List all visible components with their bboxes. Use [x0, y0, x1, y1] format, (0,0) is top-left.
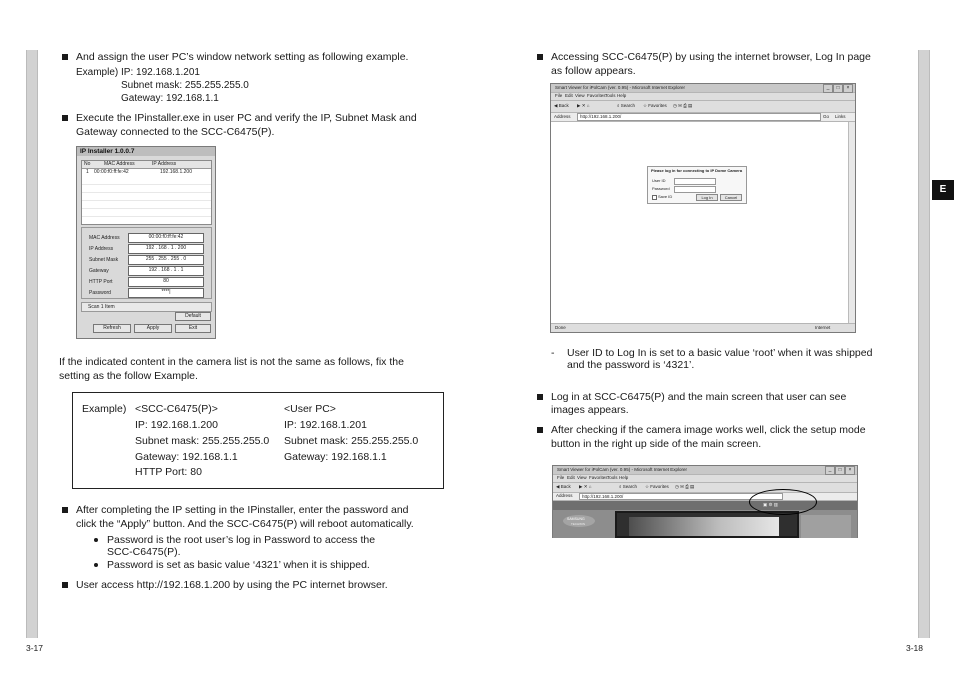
address-bar: Address http://192.168.1.200/ Go Links [551, 113, 855, 122]
close-icon[interactable]: × [845, 466, 855, 475]
bullet-icon [537, 54, 543, 60]
gateway-field[interactable]: 192 . 168 . 1 . 1 [128, 266, 204, 276]
bullet-text: Accessing SCC-C6475(P) by using the internet browser, Log In page [551, 51, 871, 63]
login-dialog: Please log in for connecting to IP Dome Camera User ID Password Save ID Log In Cancel [647, 166, 747, 204]
field-label: MAC Address [89, 235, 120, 241]
column-header: IP Address [152, 161, 177, 167]
minimize-icon[interactable]: _ [823, 84, 833, 93]
left-page-edge [26, 50, 38, 638]
favorites-button[interactable]: ☆ Favorites [643, 103, 667, 108]
menu-item[interactable]: Tools [607, 475, 618, 480]
bullet-icon [62, 115, 68, 121]
bullet-icon [62, 507, 68, 513]
minimize-icon[interactable]: _ [825, 466, 835, 475]
bullet-text: Gateway connected to the SCC-C6475(P). [76, 126, 275, 138]
right-page-edge [918, 50, 930, 638]
menu-item[interactable]: Edit [565, 93, 573, 98]
menu-item[interactable]: Help [617, 93, 627, 98]
note-text: and the password is ‘4321’. [567, 359, 695, 371]
bullet-text: images appears. [551, 404, 629, 416]
menu-item[interactable]: Help [619, 475, 629, 480]
search-button[interactable]: ⌕ Search [619, 484, 638, 489]
bullet-text: button in the right up side of the main screen. [551, 438, 762, 450]
camera-video-view [615, 511, 799, 538]
camera-list[interactable] [81, 160, 212, 225]
bullet-text: And assign the user PC’s window network setting as following example. [76, 51, 409, 63]
menu-item[interactable]: View [577, 475, 587, 480]
browser-status-bar: Done Internet [551, 323, 855, 332]
close-icon[interactable]: × [843, 84, 853, 93]
address-input[interactable]: http://192.168.1.200/ [579, 493, 783, 500]
menu-item[interactable]: Favorites [589, 475, 608, 480]
toolbar [553, 483, 857, 493]
save-id-checkbox[interactable] [652, 195, 657, 200]
default-button[interactable]: Default [175, 312, 211, 321]
password-field[interactable]: ****| [128, 288, 204, 298]
links-button[interactable]: Links [835, 114, 846, 119]
bullet-text: After completing the IP setting in the IPinstaller, enter the password and [76, 504, 409, 516]
menu-item[interactable]: Edit [567, 475, 575, 480]
back-button[interactable]: ◀ Back [556, 484, 571, 489]
bullet-text: After checking if the camera image works well, click the setup mode [551, 424, 866, 436]
bullet-text: User access http://192.168.1.200 by using the PC internet browser. [76, 579, 388, 591]
browser-title-bar: Smart Viewer for iPolCam (ver. 0.95) - Microsoft Internet Explorer _ □ × [553, 466, 857, 475]
field-label: HTTP Port [89, 279, 113, 285]
example-line: Example) IP: 192.168.1.201 [76, 67, 200, 78]
settings-group [81, 227, 212, 299]
dash-mark: - [551, 347, 555, 359]
forward-icon[interactable]: ▶ ✕ ⌂ [579, 484, 592, 489]
menu-item[interactable]: File [555, 93, 563, 98]
exit-button[interactable]: Exit [175, 324, 211, 333]
menu-item[interactable]: File [557, 475, 565, 480]
example-box: Example) <SCC-C6475(P)> IP: 192.168.1.200 Subnet mask: 255.255.255.0 Gateway: 192.168.1.1 HTTP Port: 80 <User PC> IP: 192.168.1.201 Subnet mask: 255.255.255.0 Gateway: 192.168.1.1 [72, 392, 444, 489]
toolbar [551, 101, 855, 113]
maximize-icon[interactable]: □ [833, 84, 843, 93]
window-title: IP Installer 1.0.0.7 [77, 147, 215, 156]
subnet-mask-field[interactable]: 255 . 255 . 255 . 0 [128, 255, 204, 265]
apply-button[interactable]: Apply [134, 324, 172, 333]
address-bar: Address http://192.168.1.200/ [553, 493, 857, 501]
list-header [82, 161, 211, 169]
ip-address-field[interactable]: 192 . 168 . 1 . 200 [128, 244, 204, 254]
page-number: 3-17 [26, 643, 44, 653]
note-text: User ID to Log In is set to a basic value ‘root’ when it was shipped [567, 347, 873, 359]
scrollbar[interactable] [848, 122, 855, 323]
toolbar-icons[interactable]: ◷ ✉ ⎙ ▤ [675, 484, 695, 489]
password-input[interactable] [674, 186, 716, 193]
address-input[interactable]: http://192.168.1.200/ [577, 113, 821, 121]
example-line: Subnet mask: 255.255.255.0 [121, 80, 249, 91]
control-panel [801, 515, 851, 538]
field-label: Password [89, 290, 111, 296]
bullet-icon [537, 394, 543, 400]
bullet-text: Log in at SCC-C6475(P) and the main screen that user can see [551, 391, 847, 403]
refresh-button[interactable]: Refresh [93, 324, 131, 333]
bullet-text: Execute the IPinstaller.exe in user PC and verify the IP, Subnet Mask and [76, 112, 417, 124]
menu-item[interactable]: Tools [605, 93, 616, 98]
search-button[interactable]: ⌕ Search [617, 103, 636, 108]
field-label: IP Address [89, 246, 114, 252]
paragraph: If the indicated content in the camera list is not the same as follows, fix the [59, 356, 404, 368]
example-label: Example) [82, 403, 127, 415]
page-number: 3-18 [906, 643, 924, 653]
field-label: Subnet Mask [89, 257, 119, 263]
setup-highlight-ellipse [749, 489, 817, 515]
section-tab-e: E [932, 180, 954, 200]
paragraph: setting as the follow Example. [59, 370, 198, 382]
sub-bullet-icon [94, 538, 98, 542]
bullet-icon [62, 54, 68, 60]
sub-bullet-icon [94, 563, 98, 567]
browser-title-bar: Smart Viewer for iPolCam (ver. 0.95) - Microsoft Internet Explorer _ □ × [551, 84, 855, 93]
bullet-text: as follow appears. [551, 65, 636, 77]
table-row[interactable]: 1 00:00:f0:ff:fe:42 192.168.1.200 [86, 169, 192, 175]
mac-address-field: 00:00:f0:ff:fe:42 [128, 233, 204, 243]
back-button[interactable]: ◀ Back [554, 103, 569, 108]
bullet-icon [62, 582, 68, 588]
http-port-field[interactable]: 80 [128, 277, 204, 287]
menu-bar [551, 93, 855, 101]
status-bar: Scan 1 Item [81, 302, 212, 312]
example-line: Gateway: 192.168.1.1 [121, 93, 219, 104]
ip-installer-window [76, 146, 216, 339]
bullet-icon [537, 427, 543, 433]
favorites-button[interactable]: ☆ Favorites [645, 484, 669, 489]
user-id-input[interactable] [674, 178, 716, 185]
bullet-text: click the “Apply” button. And the SCC-C6475(P) will reboot automatically. [76, 518, 414, 530]
forward-icon[interactable]: ▶ ✕ ⌂ [577, 103, 590, 108]
browser-window-login [550, 83, 856, 333]
maximize-icon[interactable]: □ [835, 466, 845, 475]
cancel-button[interactable]: Cancel [720, 194, 742, 201]
menu-item[interactable]: Favorites [587, 93, 606, 98]
samsung-logo: SAMSUNG TECHWIN [563, 515, 595, 527]
setup-mode-button[interactable]: ▣ ⚙ ▥ [763, 502, 779, 507]
login-title: Please log in for connecting to IP Dome Camera [651, 168, 743, 173]
menu-bar [553, 475, 857, 483]
menu-item[interactable]: View [575, 93, 585, 98]
go-button[interactable]: Go [823, 114, 830, 119]
column-header: MAC Address [104, 161, 135, 167]
browser-window-main [552, 465, 858, 538]
login-button[interactable]: Log In [696, 194, 718, 201]
field-label: Gateway [89, 268, 109, 274]
column-header: No [84, 161, 91, 167]
toolbar-icons[interactable]: ◷ ✉ ⎙ ▤ [673, 103, 693, 108]
